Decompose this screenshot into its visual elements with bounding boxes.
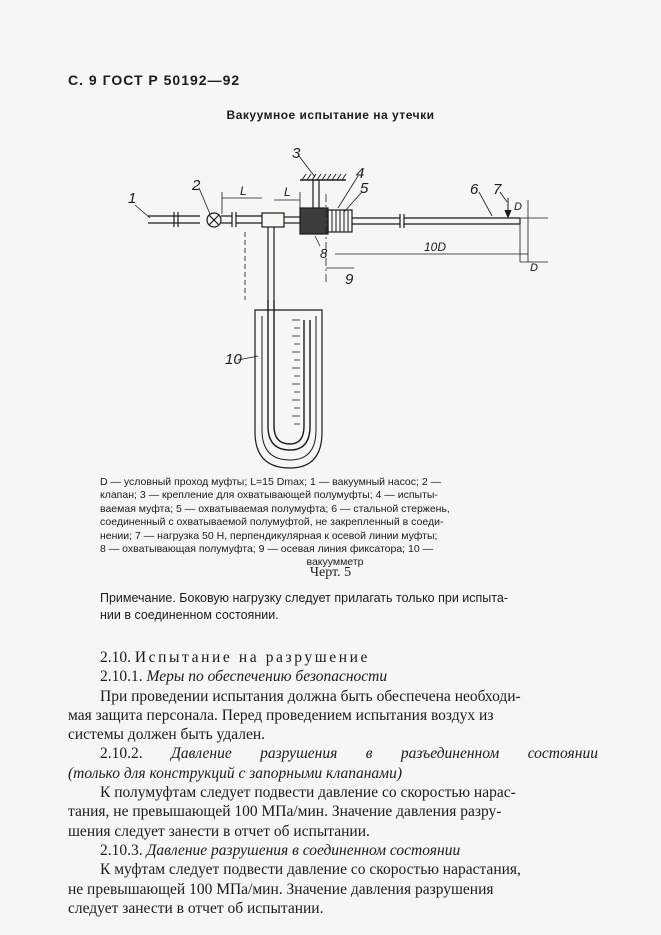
caption-line: соединенный с охватываемой полумуфтой, не закрепленный в соеди- (100, 516, 444, 529)
subsection-2-10-2-heading (68, 744, 598, 763)
note-line-2: нии в соединенном состоянии. (100, 608, 279, 622)
figure-caption (100, 476, 570, 570)
section-title: Испытание на разрушение (134, 649, 371, 666)
label-2: 2 (192, 177, 201, 194)
subsection-number: 2.10.1. (100, 668, 143, 686)
subsection-2-10-3-heading (68, 841, 598, 860)
caption-line: D — условный проход муфты; L=15 Dmax; 1 — вакуумный насос; 2 — (100, 476, 442, 488)
label-6: 6 (470, 181, 479, 198)
label-4: 4 (356, 165, 365, 182)
subsection-number: 2.10.3. (100, 841, 143, 859)
caption-line: 8 — охватывающая полумуфта; 9 — осевая линия фиксатора; 10 — (100, 543, 434, 556)
label-10: 10 (225, 351, 242, 368)
figure-label: Черт. 5 (309, 565, 352, 580)
subsection-2-10-1-heading (68, 667, 598, 686)
paragraph-line: К полумуфтам следует подвести давление со скоростью нарас- (100, 784, 516, 802)
section-number: 2.10. (100, 649, 131, 666)
heading-word: состоянии (527, 745, 598, 763)
note-line-1: Примечание. Боковую нагрузку следует прилагать только при испыта- (100, 591, 508, 605)
label-8: 8 (320, 246, 328, 261)
paragraph-line: При проведении испытания должна быть обеспечена необходи- (100, 687, 521, 705)
heading-word: в (365, 745, 373, 763)
coupling-body (300, 208, 328, 234)
dim-D-1: D (514, 201, 522, 213)
caption-line: ваемая муфта; 5 — охватываемая полумуфта; 6 — стальной стержень, (100, 502, 450, 515)
heading-word: разъединенном (400, 745, 500, 763)
subsection-title: Давление разрушения в соединенном состоянии (146, 841, 461, 859)
paragraph-line: К муфтам следует подвести давление со скоростью нарастания, (100, 861, 521, 879)
section-2-10 (68, 648, 598, 918)
caption-line: клапан; 3 — крепление для охватывающей полумуфты; 4 — испыты- (100, 489, 438, 502)
page-header: С. 9 ГОСТ Р 50192—92 (68, 72, 241, 88)
subsection-title: Меры по обеспечению безопасности (146, 668, 388, 686)
label-3: 3 (292, 145, 301, 162)
tee-fitting (262, 213, 284, 227)
paragraph-line: не превышающей 100 МПа/мин. Значение давления разрушения (68, 880, 494, 898)
dim-D-2: D (530, 262, 538, 274)
subsection-subtitle: (только для конструкций с запорными клапанами) (68, 764, 402, 782)
paragraph-line: системы должен быть удален. (68, 726, 266, 744)
label-1: 1 (128, 190, 137, 207)
caption-line: вакуумметр (306, 556, 364, 569)
label-7: 7 (493, 181, 502, 198)
paragraph-line: шения следует занести в отчет об испытании. (68, 822, 370, 840)
label-9: 9 (345, 271, 354, 288)
vacuum-test-diagram (0, 140, 661, 470)
note (100, 590, 600, 624)
heading-word: Давление (171, 745, 232, 763)
paragraph-line: следует занести в отчет об испытании. (68, 899, 324, 917)
caption-line: нении; 7 — нагрузка 50 Н, перпендикулярная к осевой линии муфты; (100, 529, 438, 542)
dim-10D: 10D (424, 240, 447, 254)
label-5: 5 (360, 180, 369, 197)
dim-L-2: L (284, 185, 291, 199)
section-heading (68, 648, 598, 667)
paragraph-line: тания, не превышающей 100 МПа/мин. Значение давления разру- (68, 803, 502, 821)
figure-title: Вакуумное испытание на утечки (226, 108, 435, 122)
dim-L-1: L (240, 184, 247, 198)
subsection-number: 2.10.2. (100, 745, 143, 763)
heading-word: разрушения (260, 745, 338, 763)
paragraph-line: мая защита персонала. Перед проведением испытания воздух из (68, 706, 494, 724)
